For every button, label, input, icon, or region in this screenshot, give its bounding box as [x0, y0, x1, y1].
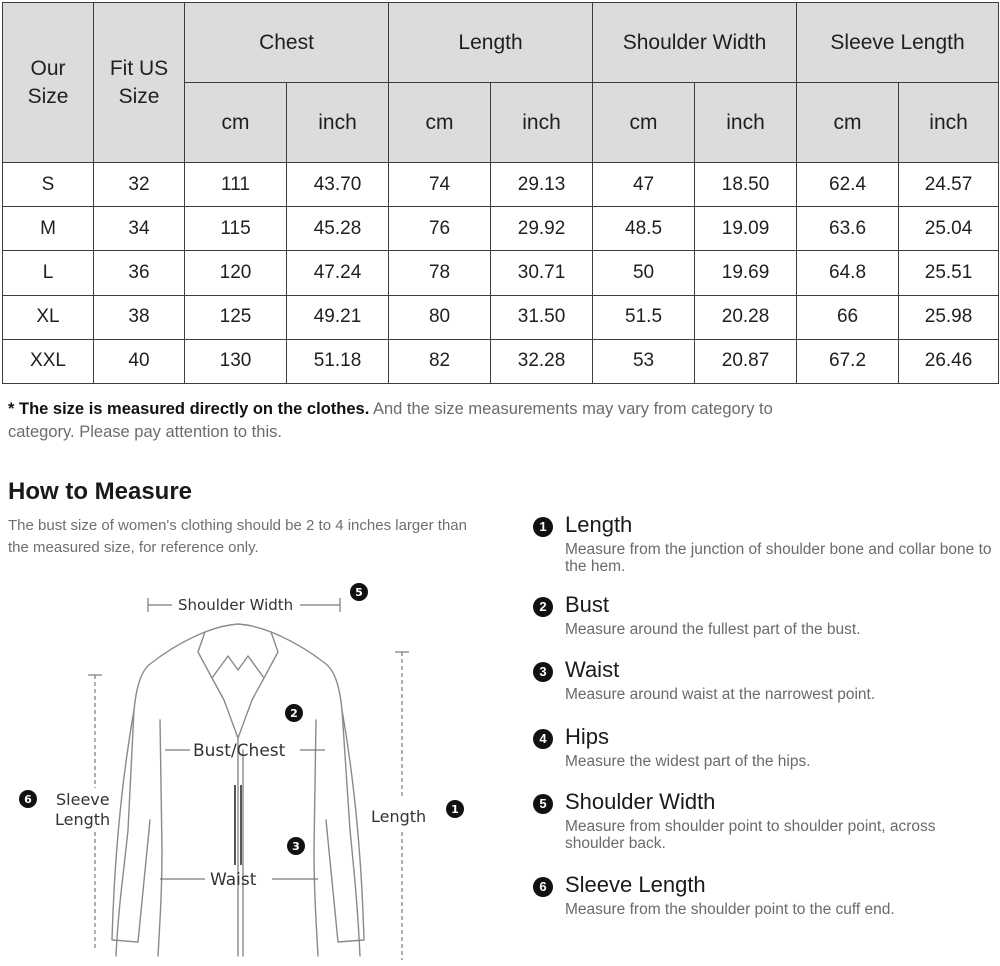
cell-chest-cm: 125: [185, 295, 287, 339]
cell-chest-cm: 115: [185, 207, 287, 251]
cell-shoulder-cm: 47: [593, 163, 695, 207]
cell-us-size: 36: [94, 251, 185, 295]
cell-length-cm: 76: [389, 207, 491, 251]
cell-length-cm: 80: [389, 295, 491, 339]
cell-sleeve-inch: 25.98: [899, 295, 999, 339]
cell-chest-cm: 130: [185, 339, 287, 383]
label-shoulder-width: Shoulder Width: [178, 596, 294, 614]
table-row: [3, 339, 999, 383]
cell-chest-inch: 49.21: [287, 295, 389, 339]
label-waist: Waist: [210, 870, 257, 890]
header-our-size: Our Size: [3, 3, 94, 163]
cell-length-inch: 30.71: [491, 251, 593, 295]
cell-length-inch: 29.13: [491, 163, 593, 207]
step-title: Shoulder Width: [565, 789, 716, 814]
label-bust-chest: Bust/Chest: [193, 741, 286, 761]
step-title: Length: [565, 512, 633, 537]
cell-us-size: 38: [94, 295, 185, 339]
header-length-cm: cm: [389, 83, 491, 163]
marker-5-icon: [350, 583, 368, 601]
cell-chest-inch: 47.24: [287, 251, 389, 295]
step-number-icon: 3: [533, 662, 553, 682]
step-number-icon: 5: [533, 794, 553, 814]
svg-text:6: 6: [24, 793, 32, 806]
shirt-sleeve-left: [112, 710, 150, 942]
cell-chest-inch: 43.70: [287, 163, 389, 207]
step-title: Hips: [565, 724, 610, 749]
step-title: Sleeve Length: [565, 872, 706, 897]
header-shoulder-inch: inch: [695, 83, 797, 163]
cell-length-cm: 74: [389, 163, 491, 207]
cell-shoulder-cm: 48.5: [593, 207, 695, 251]
marker-2-icon: [285, 704, 303, 722]
marker-6-icon: [19, 790, 37, 808]
cell-size: L: [3, 251, 94, 295]
cell-chest-cm: 111: [185, 163, 287, 207]
size-chart-table: [2, 2, 999, 384]
svg-text:5: 5: [355, 586, 363, 599]
cell-sleeve-inch: 24.57: [899, 163, 999, 207]
cell-sleeve-inch: 25.51: [899, 251, 999, 295]
header-sleeve-cm: cm: [797, 83, 899, 163]
cell-shoulder-cm: 50: [593, 251, 695, 295]
step-description: Measure from shoulder point to shoulder point, across shoulder back.: [565, 818, 936, 852]
cell-sleeve-inch: 25.04: [899, 207, 999, 251]
how-to-measure-subtitle: The bust size of women's clothing should be 2 to 4 inches larger than the measured size, for reference only.: [8, 517, 467, 556]
how-to-measure-title: How to Measure: [8, 478, 193, 505]
cell-shoulder-inch: 19.69: [695, 251, 797, 295]
step-description: Measure around waist at the narrowest point.: [565, 686, 876, 703]
cell-sleeve-cm: 62.4: [797, 163, 899, 207]
table-row: [3, 295, 999, 339]
marker-1-icon: [446, 800, 464, 818]
label-sleeve-length-line1: Sleeve: [56, 790, 110, 809]
cell-shoulder-inch: 20.28: [695, 295, 797, 339]
cell-sleeve-cm: 66: [797, 295, 899, 339]
header-fit-us-size: Fit US Size: [94, 3, 185, 163]
cell-length-cm: 78: [389, 251, 491, 295]
cell-sleeve-inch: 26.46: [899, 339, 999, 383]
cell-size: XXL: [3, 339, 94, 383]
table-row: [3, 251, 999, 295]
cell-chest-inch: 45.28: [287, 207, 389, 251]
step-description: Measure around the fullest part of the bust.: [565, 621, 861, 638]
header-chest-inch: inch: [287, 83, 389, 163]
marker-3-icon: [287, 837, 305, 855]
size-note-bold: * The size is measured directly on the clothes.: [8, 400, 370, 418]
cell-us-size: 32: [94, 163, 185, 207]
shirt-collar: [198, 632, 278, 738]
table-row: [3, 207, 999, 251]
cell-sleeve-cm: 67.2: [797, 339, 899, 383]
step-description: Measure the widest part of the hips.: [565, 753, 811, 770]
cell-size: XL: [3, 295, 94, 339]
cell-sleeve-cm: 63.6: [797, 207, 899, 251]
svg-text:3: 3: [292, 840, 300, 853]
header-shoulder-width: Shoulder Width: [593, 3, 797, 83]
table-row: [3, 163, 999, 207]
cell-shoulder-cm: 53: [593, 339, 695, 383]
cell-shoulder-inch: 19.09: [695, 207, 797, 251]
header-length: Length: [389, 3, 593, 83]
step-description: Measure from the junction of shoulder bone and collar bone to the hem.: [565, 541, 992, 575]
cell-shoulder-inch: 20.87: [695, 339, 797, 383]
header-chest: Chest: [185, 3, 389, 83]
step-title: Waist: [565, 657, 620, 682]
cell-size: M: [3, 207, 94, 251]
cell-shoulder-inch: 18.50: [695, 163, 797, 207]
header-sleeve-inch: inch: [899, 83, 999, 163]
label-sleeve-length-line2: Length: [55, 810, 111, 829]
cell-size: S: [3, 163, 94, 207]
step-number-icon: 2: [533, 597, 553, 617]
label-length: Length: [371, 807, 427, 826]
step-number-icon: 1: [533, 517, 553, 537]
cell-us-size: 34: [94, 207, 185, 251]
svg-text:1: 1: [451, 803, 459, 816]
cell-length-inch: 32.28: [491, 339, 593, 383]
svg-text:2: 2: [290, 707, 298, 720]
cell-chest-cm: 120: [185, 251, 287, 295]
step-number-icon: 4: [533, 729, 553, 749]
cell-shoulder-cm: 51.5: [593, 295, 695, 339]
header-shoulder-cm: cm: [593, 83, 695, 163]
step-number-icon: 6: [533, 877, 553, 897]
size-note-text: And the size measurements may vary from category to category. Please pay attention to this.: [8, 400, 773, 441]
cell-length-inch: 31.50: [491, 295, 593, 339]
header-sleeve-length: Sleeve Length: [797, 3, 999, 83]
cell-length-cm: 82: [389, 339, 491, 383]
cell-chest-inch: 51.18: [287, 339, 389, 383]
size-note: [8, 398, 808, 444]
shirt-measurement-diagram: [0, 570, 500, 966]
cell-sleeve-cm: 64.8: [797, 251, 899, 295]
header-length-inch: inch: [491, 83, 593, 163]
header-chest-cm: cm: [185, 83, 287, 163]
cell-us-size: 40: [94, 339, 185, 383]
cell-length-inch: 29.92: [491, 207, 593, 251]
step-title: Bust: [565, 592, 610, 617]
step-description: Measure from the shoulder point to the cuff end.: [565, 901, 895, 918]
